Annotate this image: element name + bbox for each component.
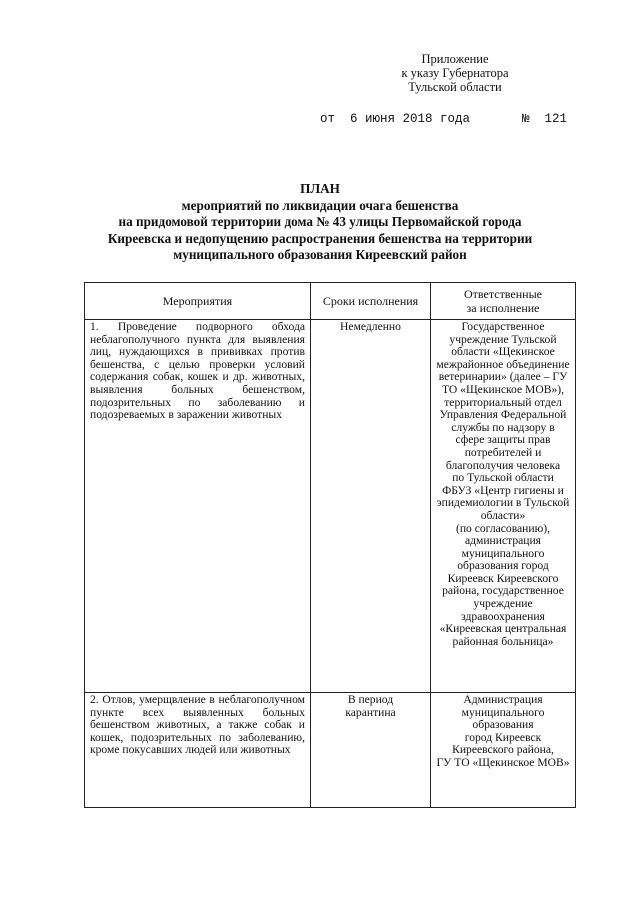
title-line: Киреевска и недопущению распространения бешенства на территории	[107, 230, 533, 246]
responsible-line: ФБУЗ «Центр гигиены и	[442, 483, 564, 497]
title-line: ПЛАН	[300, 181, 340, 196]
term-line: карантина	[345, 705, 396, 719]
header-responsible	[431, 283, 576, 320]
responsible-line: «Киреевская центральная	[439, 622, 567, 636]
table-header-row	[85, 283, 576, 320]
responsible-line: области «Щекинское	[451, 345, 555, 359]
header-responsible-line: Ответственные	[464, 287, 542, 301]
responsible-line: Управления Федеральной	[439, 408, 567, 422]
appendix-line: к указу Губернатора	[401, 66, 509, 80]
appendix-line: Тульской области	[408, 80, 502, 94]
title-line: мероприятий по ликвидации очага бешенства	[181, 197, 459, 213]
responsible-line: ветеринарии» (далее – ГУ	[438, 370, 568, 384]
title-line: муниципального образования Киреевский район	[173, 247, 467, 262]
responsible-line: Киреевск Киреевского	[447, 571, 559, 585]
responsible-cell	[431, 320, 576, 693]
title-line: на придомовой территории дома № 43 улицы Первомайской города	[118, 214, 522, 229]
responsible-line: эпидемиологии в Тульской	[436, 496, 570, 510]
header-responsible-line: за исполнение	[466, 301, 540, 315]
responsible-line: районная больница»	[452, 634, 554, 648]
responsible-line: город Киреевск	[464, 730, 542, 744]
responsible-line: службы по надзору в	[451, 420, 555, 434]
responsible-line: образования	[472, 718, 534, 732]
responsible-line: ТО «Щекинское МОВ»),	[441, 382, 565, 396]
responsible-line: ГУ ТО «Щекинское МОВ»	[436, 755, 570, 769]
responsible-line: по Тульской области	[452, 471, 554, 485]
table-row	[85, 693, 576, 808]
responsible-line: образования город	[457, 559, 549, 573]
decree-reference	[320, 112, 580, 126]
responsible-line: потребителей и	[464, 445, 542, 459]
table-row	[85, 320, 576, 693]
responsible-line: межрайонное объединение	[436, 357, 570, 371]
appendix-line: Приложение	[421, 52, 489, 66]
appendix-block	[380, 52, 530, 94]
activity-cell: 2. Отлов, умерщвление в неблагополучном пункте всех выявленных больных бешенством животных, а также собак и кошек, подозрительных по заболеванию, кроме покусавших людей или животных	[85, 693, 311, 808]
responsible-cell	[431, 693, 576, 808]
decree-date: от 6 июня 2018 года	[320, 112, 471, 126]
responsible-line: здравоохранения	[461, 609, 545, 623]
responsible-line: администрация	[464, 534, 542, 548]
responsible-line: Администрация	[463, 693, 543, 706]
term-cell	[311, 693, 431, 808]
plan-table	[84, 282, 576, 808]
activity-cell: 1. Проведение подворного обхода неблагополучного пункта для выявления лиц, нуждающихся в прививках против бешенства, с целью проверки условий содержания собак, кошек и др. животных, выявления больных бешенством, подозрительных по заболеванию и подозреваемых в заражении животных	[85, 320, 311, 693]
responsible-line: благополучия человека	[445, 458, 561, 472]
header-activities: Мероприятия	[85, 283, 311, 320]
term-line: В период	[347, 693, 394, 706]
term-cell: Немедленно	[311, 320, 431, 693]
responsible-line: Киреевского района,	[452, 743, 554, 757]
document-title	[70, 181, 570, 264]
responsible-line: (по согласованию),	[455, 521, 551, 535]
responsible-line: области»	[480, 508, 526, 522]
responsible-line: Государственное	[461, 320, 545, 333]
responsible-line: территориальный отдел	[444, 395, 562, 409]
responsible-line: сфере защиты прав	[455, 433, 551, 447]
responsible-line: муниципального	[461, 705, 545, 719]
header-terms: Сроки исполнения	[311, 283, 431, 320]
responsible-line: учреждение	[473, 597, 533, 611]
responsible-line: муниципального	[461, 546, 545, 560]
decree-number: № 121	[522, 112, 568, 126]
responsible-line: района, государственное	[442, 584, 564, 598]
responsible-line: учреждение Тульской	[449, 332, 557, 346]
